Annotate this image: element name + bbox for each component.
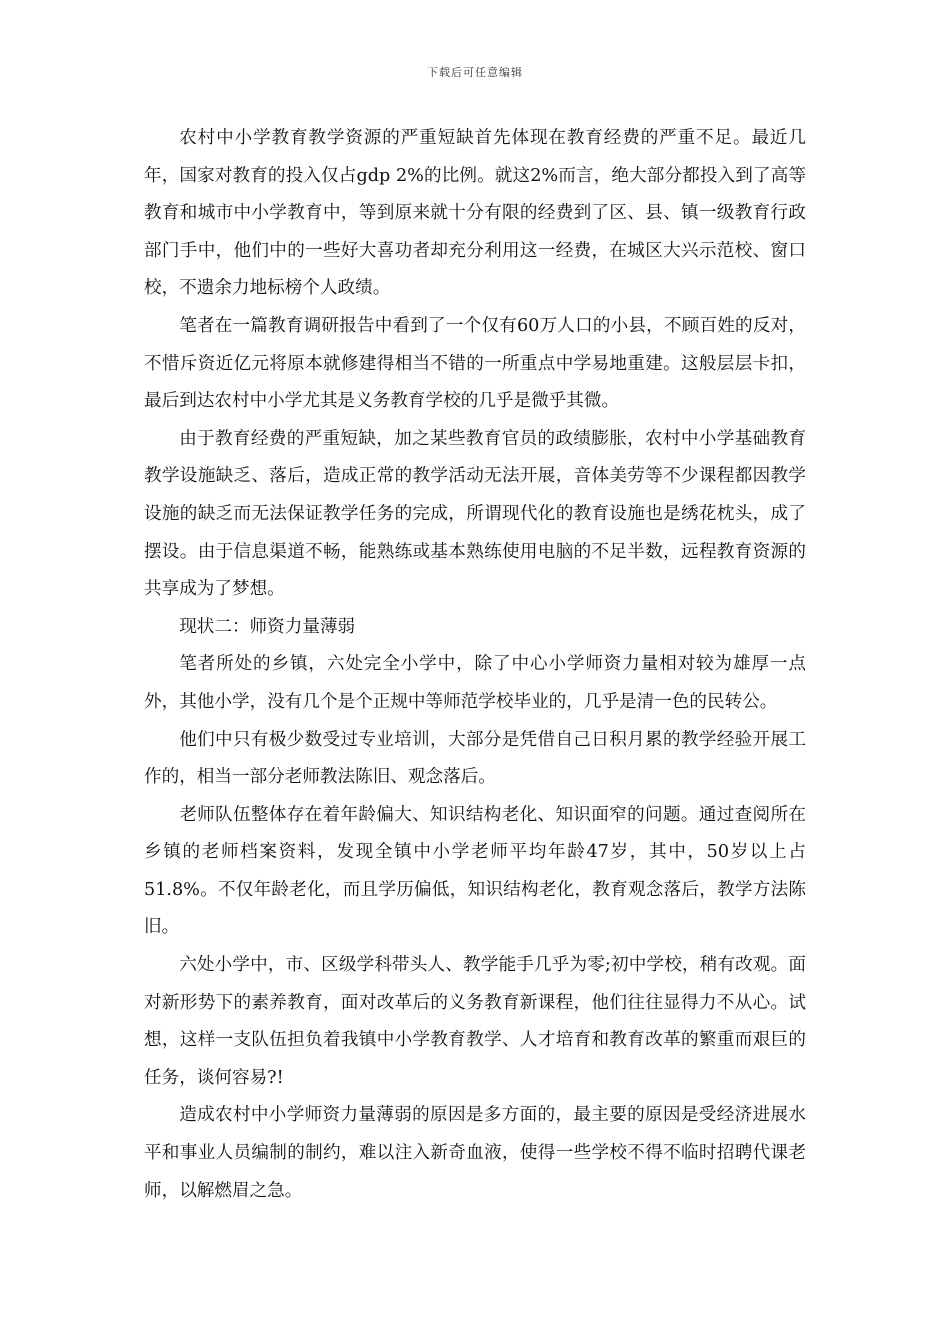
paragraph: 造成农村中小学师资力量薄弱的原因是多方面的，最主要的原因是受经济进展水平和事业人员编制的制约，难以注入新奇血液，使得一些学校不得不临时招聘代课老师，以解燃眉之急。 (144, 1105, 806, 1201)
paragraph: 老师队伍整体存在着年龄偏大、知识结构老化、知识面窄的问题。通过查阅所在乡镇的老师档案资料，发现全镇中小学老师平均年龄47岁，其中，50岁以上占51.8%。不仅年龄老化，而且学历偏低，知识结构老化，教育观念落后，教学方法陈旧。 (144, 804, 806, 938)
paragraph: 笔者在一篇教育调研报告中看到了一个仅有60万人口的小县，不顾百姓的反对，不惜斥资近亿元将原本就修建得相当不错的一所重点中学易地重建。这般层层卡扣，最后到达农村中小学尤其是义务教育学校的几乎是微乎其微。 (144, 315, 806, 412)
paragraph: 农村中小学教育教学资源的严重短缺首先体现在教育经费的严重不足。最近几年，国家对教育的投入仅占gdp 2%的比例。就这2%而言，绝大部分都投入到了高等教育和城市中小学教育中，等到原来就十分有限的经费到了区、县、镇一级教育行政部门手中，他们中的一些好大喜功者却充分利用这一经费，在城区大兴示范校、窗口校，不遗余力地标榜个人政绩。 (144, 128, 806, 299)
paragraph: 由于教育经费的严重短缺，加之某些教育官员的政绩膨胀，农村中小学基础教育教学设施缺乏、落后，造成正常的教学活动无法开展，音体美劳等不少课程都因教学设施的缺乏而无法保证教学任务的完成，所谓现代化的教育设施也是绣花枕头，成了摆设。由于信息渠道不畅，能熟练或基本熟练使用电脑的不足半数，远程教育资源的共享成为了梦想。 (144, 428, 806, 600)
paragraph: 六处小学中，市、区级学科带头人、教学能手几乎为零;初中学校，稍有改观。面对新形势下的素养教育，面对改革后的义务教育新课程，他们往往显得力不从心。试想，这样一支队伍担负着我镇中小学教育教学、人才培育和教育改革的繁重而艰巨的任务，谈何容易?! (144, 955, 806, 1088)
page-header: 下载后可任意编辑 (427, 66, 523, 79)
section-heading: 现状二：师资力量薄弱 (179, 616, 356, 637)
paragraph: 笔者所处的乡镇，六处完全小学中，除了中心小学师资力量相对较为雄厚一点外，其他小学，没有几个是个正规中等师范学校毕业的，几乎是清一色的民转公。 (144, 654, 806, 712)
paragraph: 他们中只有极少数受过专业培训，大部分是凭借自己日积月累的教学经验开展工作的，相当一部分老师教法陈旧、观念落后。 (144, 729, 806, 788)
document-body (144, 120, 806, 1210)
